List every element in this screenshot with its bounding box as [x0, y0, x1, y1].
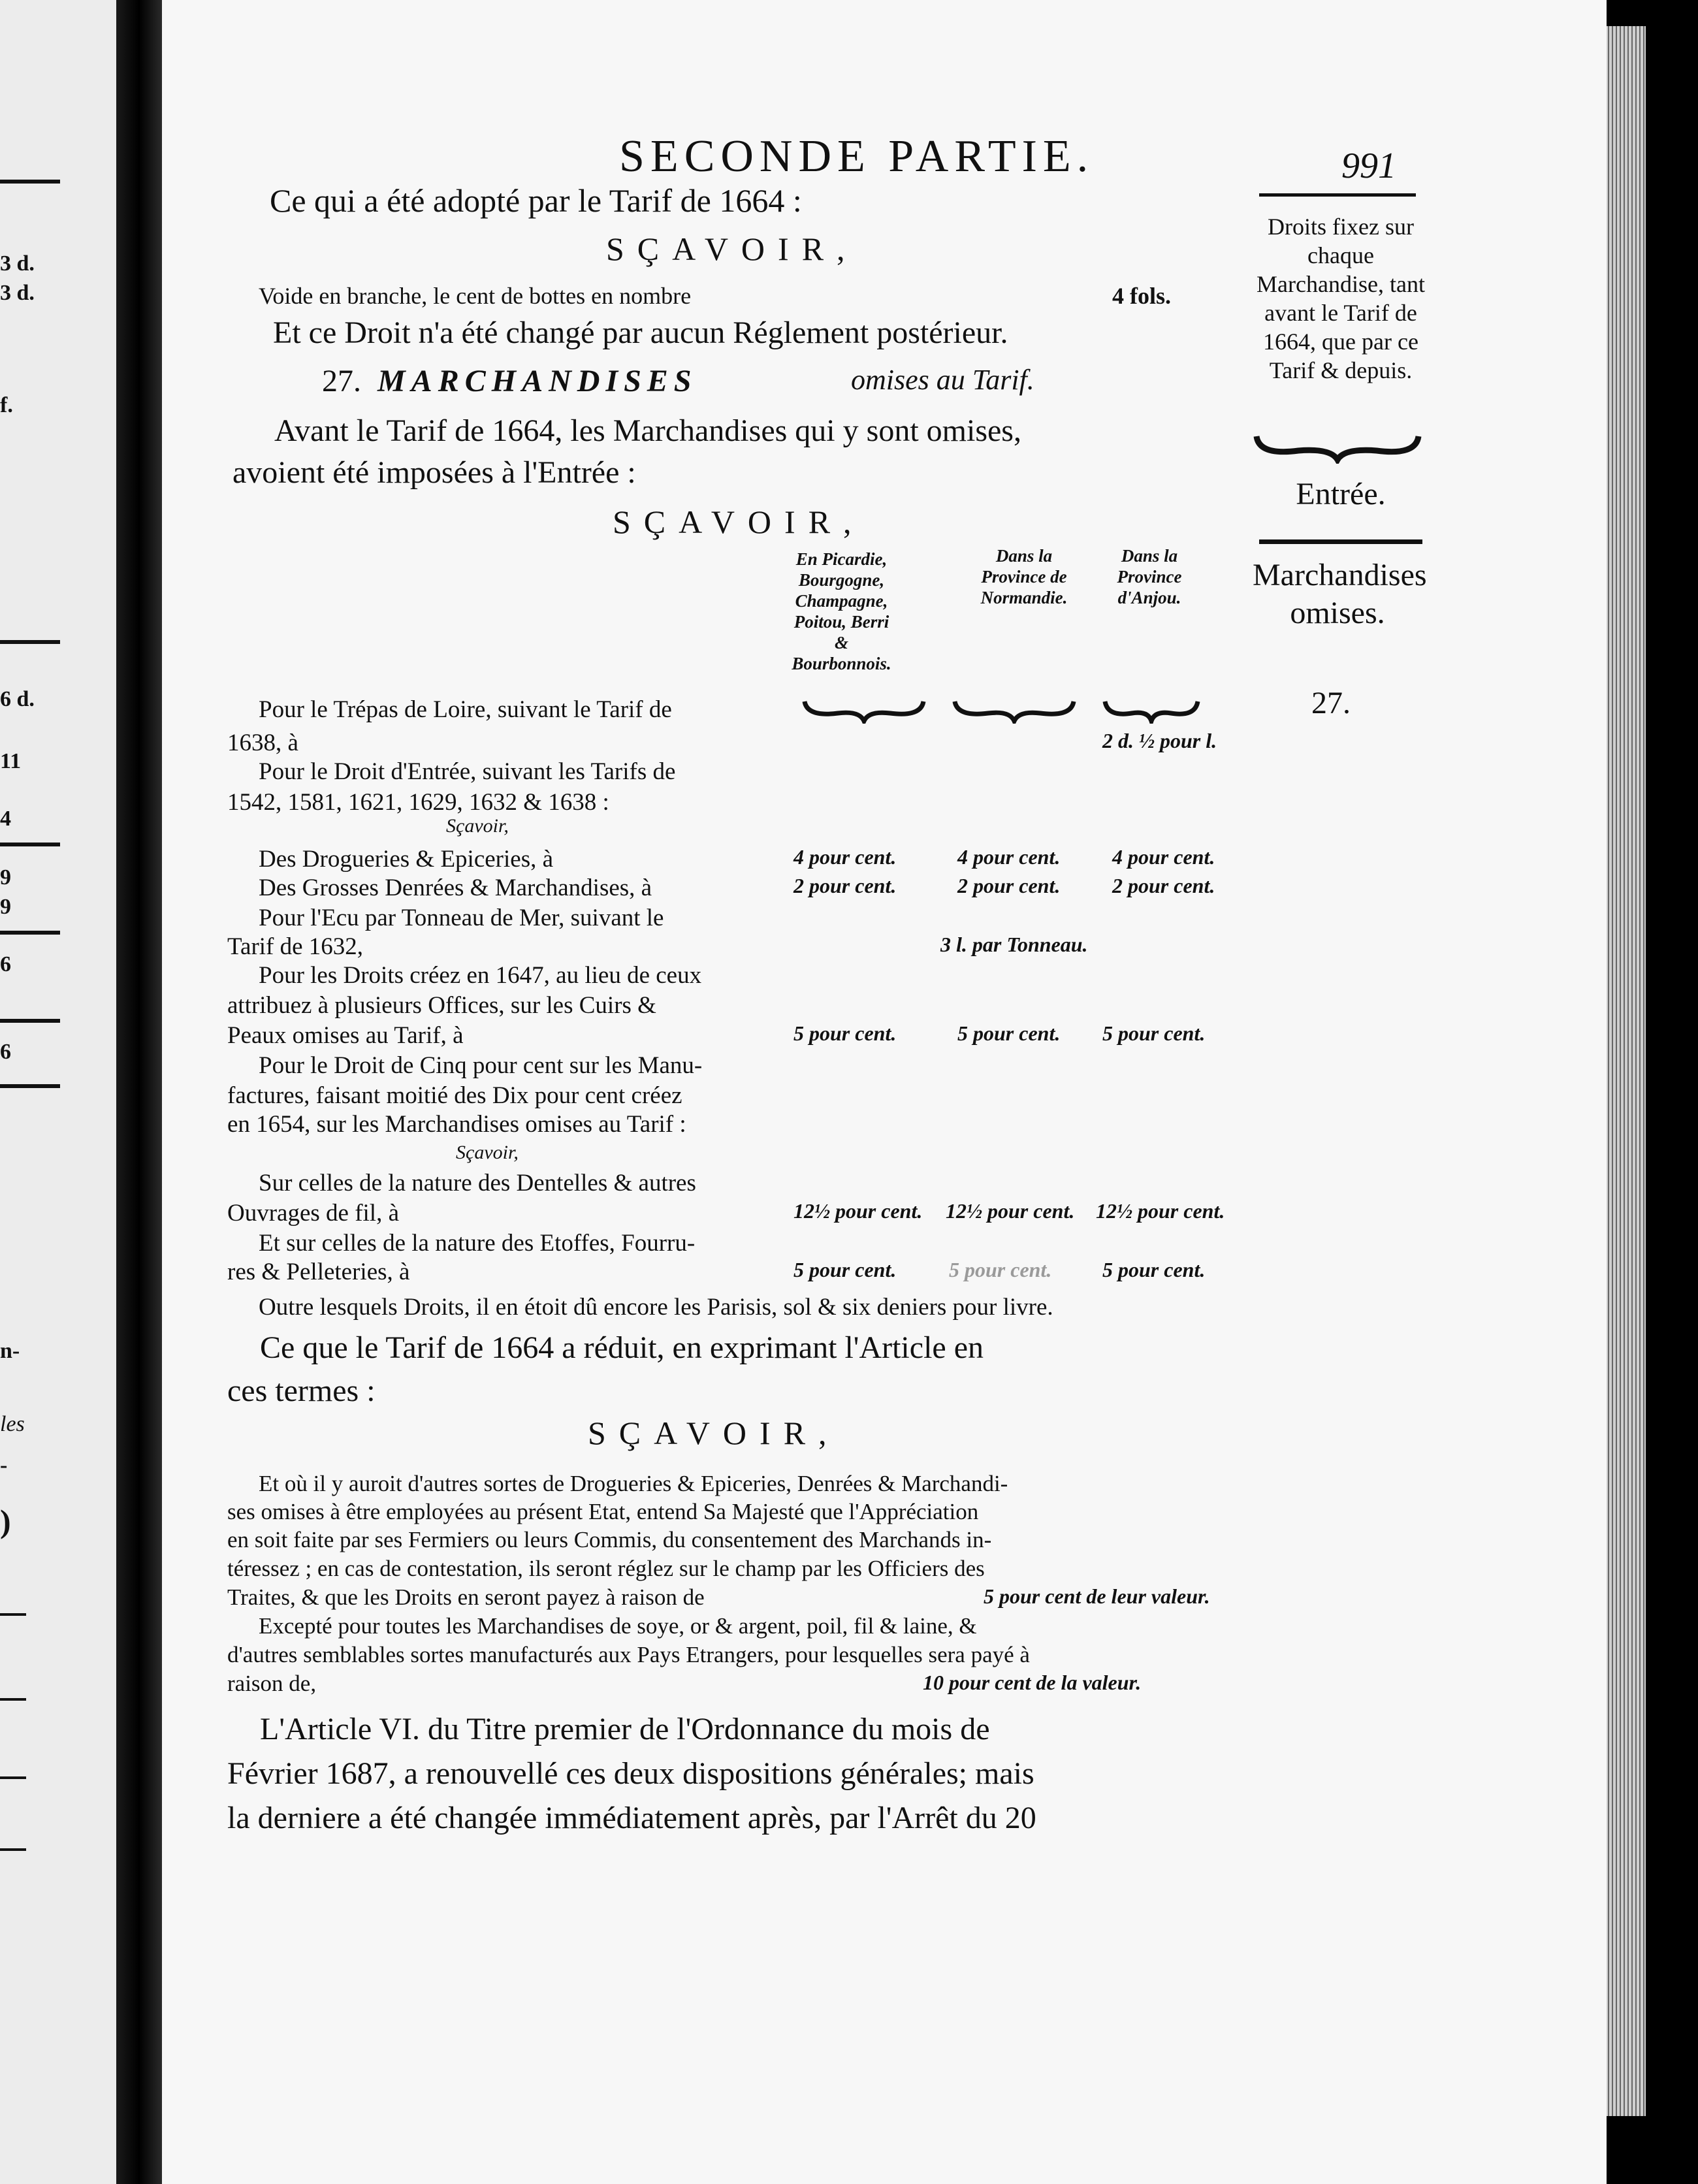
table-row-text: Pour le Droit d'Entrée, suivant les Tarifs de — [259, 758, 676, 785]
column-brace-icon — [952, 698, 1076, 724]
table-row-text: Peaux omises au Tarif, à — [227, 1022, 464, 1049]
rate-anjou: 5 pour cent. — [1102, 1258, 1206, 1281]
table-row-text: Tarif de 1632, — [227, 933, 364, 960]
table-row-text: factures, faisant moitié des Dix pour cent créez — [227, 1082, 682, 1109]
column-header-anjou: Dans la Province d'Anjou. — [1117, 546, 1182, 607]
table-row-text: Des Grosses Denrées & Marchandises, à — [259, 875, 652, 901]
rate-anjou: 5 pour cent. — [1102, 1021, 1206, 1045]
section-number: 27. — [322, 364, 361, 398]
rate-picardie: 4 pour cent. — [793, 845, 897, 869]
margin-fragment: 6 d. — [0, 687, 35, 711]
scavoir-heading: SÇAVOIR, — [588, 1415, 840, 1451]
table-row-text: attribuez à plusieurs Offices, sur les Cuirs & — [227, 992, 656, 1019]
margin-fragment: n- — [0, 1339, 20, 1363]
table-row-text: res & Pelleteries, à — [227, 1259, 410, 1285]
rate-picardie: 2 pour cent. — [793, 874, 897, 897]
scavoir-heading: SÇAVOIR, — [613, 504, 865, 540]
column-header-picardie: En Picardie, Bourgogne, Champagne, Poitou, Berri & Bourbonnois. — [792, 549, 891, 673]
rate-anjou: 4 pour cent. — [1112, 845, 1215, 869]
book-gutter — [116, 0, 162, 2184]
paragraph-line: Et ce Droit n'a été changé par aucun Réglement postérieur. — [273, 315, 1008, 350]
margin-rule — [0, 1019, 60, 1023]
quoted-rate: 5 pour cent de leur valeur. — [984, 1584, 1210, 1608]
margin-rule — [0, 640, 60, 644]
sidebar-brace-icon — [1253, 431, 1422, 464]
running-title: SECONDE PARTIE. — [619, 131, 1095, 182]
section-title: MARCHANDISES — [377, 364, 697, 398]
column-header-normandie: Dans la Province de Normandie. — [980, 546, 1068, 607]
tariff-item: Voide en branche, le cent de bottes en nombre — [259, 283, 692, 309]
table-row-text: en 1654, sur les Marchandises omises au Tarif : — [227, 1111, 686, 1138]
rate-normandie: 2 pour cent. — [957, 874, 1061, 897]
paragraph-line: ces termes : — [227, 1373, 376, 1408]
sidebar-rule — [1259, 193, 1416, 197]
table-row-text: Des Drogueries & Epiceries, à — [259, 846, 554, 873]
quoted-article-line: Traites, & que les Droits en seront payez à raison de — [227, 1584, 705, 1610]
margin-fragment: - — [0, 1453, 8, 1477]
scavoir-heading: SÇAVOIR, — [606, 231, 858, 267]
table-row-text: 1542, 1581, 1621, 1629, 1632 & 1638 : — [227, 789, 609, 816]
rate-normandie: 5 pour cent. — [949, 1258, 1052, 1281]
column-brace-icon — [1102, 698, 1200, 724]
margin-fragment: 4 — [0, 807, 11, 831]
margin-fragment: f. — [0, 393, 13, 417]
section-subtitle: omises au Tarif. — [851, 364, 1034, 396]
quoted-article-line: en soit faite par ses Fermiers ou leurs Commis, du consentement des Marchands in- — [227, 1527, 992, 1552]
table-row-text: Pour le Droit de Cinq pour cent sur les Manu- — [259, 1052, 703, 1079]
margin-fragment: les — [0, 1412, 25, 1436]
rate-normandie: 5 pour cent. — [957, 1021, 1061, 1045]
quoted-article-line: raison de, — [227, 1671, 317, 1696]
table-row-text: Pour le Trépas de Loire, suivant le Tarif de — [259, 696, 672, 723]
margin-fragment: 3 d. — [0, 251, 35, 276]
rate-anjou: 2 pour cent. — [1112, 874, 1215, 897]
margin-fragment: 6 — [0, 952, 11, 976]
rate-normandie: 12½ pour cent. — [946, 1199, 1075, 1223]
right-page — [162, 0, 1607, 2184]
sidebar-rule — [1259, 539, 1422, 544]
margin-rule — [0, 180, 60, 184]
margin-fragment: 3 d. — [0, 281, 35, 305]
rate-anjou: 2 d. ½ pour l. — [1102, 729, 1217, 752]
paragraph-line: Ce qui a été adopté par le Tarif de 1664 : — [270, 182, 802, 219]
table-row-text: Et sur celles de la nature des Etoffes, Fourru- — [259, 1230, 696, 1257]
table-row-text: Ouvrages de fil, à — [227, 1200, 400, 1227]
margin-rule — [0, 1613, 26, 1616]
left-page-edge — [0, 0, 116, 2184]
rate-anjou: 12½ pour cent. — [1096, 1199, 1225, 1223]
rate-normandie: 4 pour cent. — [957, 845, 1061, 869]
margin-rule — [0, 843, 60, 846]
paragraph-line: la derniere a été changée immédiatement après, par l'Arrêt du 20 — [227, 1801, 1036, 1835]
sidebar-entree: Entrée. — [1296, 477, 1386, 511]
sidebar-section: Marchandises omises. — [1253, 558, 1427, 630]
margin-rule — [0, 1776, 26, 1779]
margin-fragment: 6 — [0, 1040, 11, 1064]
margin-fragment: ) — [0, 1503, 11, 1539]
paragraph-line: Avant le Tarif de 1664, les Marchandises qui y sont omises, — [274, 413, 1021, 448]
rate-picardie: 5 pour cent. — [793, 1021, 897, 1045]
margin-fragment: 11 — [0, 749, 22, 773]
rate-picardie: 5 pour cent. — [793, 1258, 897, 1281]
margin-rule — [0, 1848, 26, 1851]
margin-rule — [0, 931, 60, 935]
quoted-article-line: téressez ; en cas de contestation, ils seront réglez sur le champ par les Officiers des — [227, 1556, 985, 1581]
rate-picardie: 12½ pour cent. — [793, 1199, 923, 1223]
margin-fragment: 9 — [0, 865, 11, 890]
paragraph-line: L'Article VI. du Titre premier de l'Ordonnance du mois de — [260, 1712, 990, 1746]
margin-rule — [0, 1698, 26, 1701]
quoted-rate: 10 pour cent de la valeur. — [923, 1671, 1142, 1694]
quoted-article-line: d'autres semblables sortes manufacturés aux Pays Etrangers, pour lesquelles sera payé à — [227, 1642, 1030, 1667]
paragraph-line: Février 1687, a renouvellé ces deux dispositions générales; mais — [227, 1756, 1034, 1791]
sidebar-note: Droits fixez sur chaque Marchandise, tant avant le Tarif de 1664, que par ce Tarif & depuis. — [1257, 214, 1425, 383]
rate-all-provinces: 3 l. par Tonneau. — [940, 933, 1088, 956]
paragraph-line: Ce que le Tarif de 1664 a réduit, en exprimant l'Article en — [260, 1330, 984, 1365]
sidebar-section-number: 27. — [1311, 686, 1351, 720]
margin-fragment: 9 — [0, 895, 11, 919]
table-row-text: 1638, à — [227, 730, 298, 756]
table-row-text: Sur celles de la nature des Dentelles & autres — [259, 1170, 696, 1196]
margin-rule — [0, 1084, 60, 1088]
tariff-rate: 4 fols. — [1112, 283, 1171, 309]
page-number: 991 — [1341, 146, 1396, 186]
scavoir-subheading: Sçavoir, — [456, 1142, 519, 1163]
table-row-text: Pour les Droits créez en 1647, au lieu de ceux — [259, 962, 702, 989]
paragraph-line: avoient été imposées à l'Entrée : — [232, 455, 636, 490]
scavoir-subheading: Sçavoir, — [446, 815, 509, 837]
quoted-article-line: Excepté pour toutes les Marchandises de soye, or & argent, poil, fil & laine, & — [259, 1613, 977, 1639]
quoted-article-line: ses omises à être employées au présent Etat, entend Sa Majesté que l'Appréciation — [227, 1499, 979, 1524]
table-footnote: Outre lesquels Droits, il en étoit dû encore les Parisis, sol & six deniers pour livre. — [259, 1294, 1053, 1321]
table-row-text: Pour l'Ecu par Tonneau de Mer, suivant le — [259, 905, 664, 931]
column-brace-icon — [802, 698, 926, 724]
quoted-article-line: Et où il y auroit d'autres sortes de Drogueries & Epiceries, Denrées & Marchandi- — [259, 1471, 1008, 1496]
